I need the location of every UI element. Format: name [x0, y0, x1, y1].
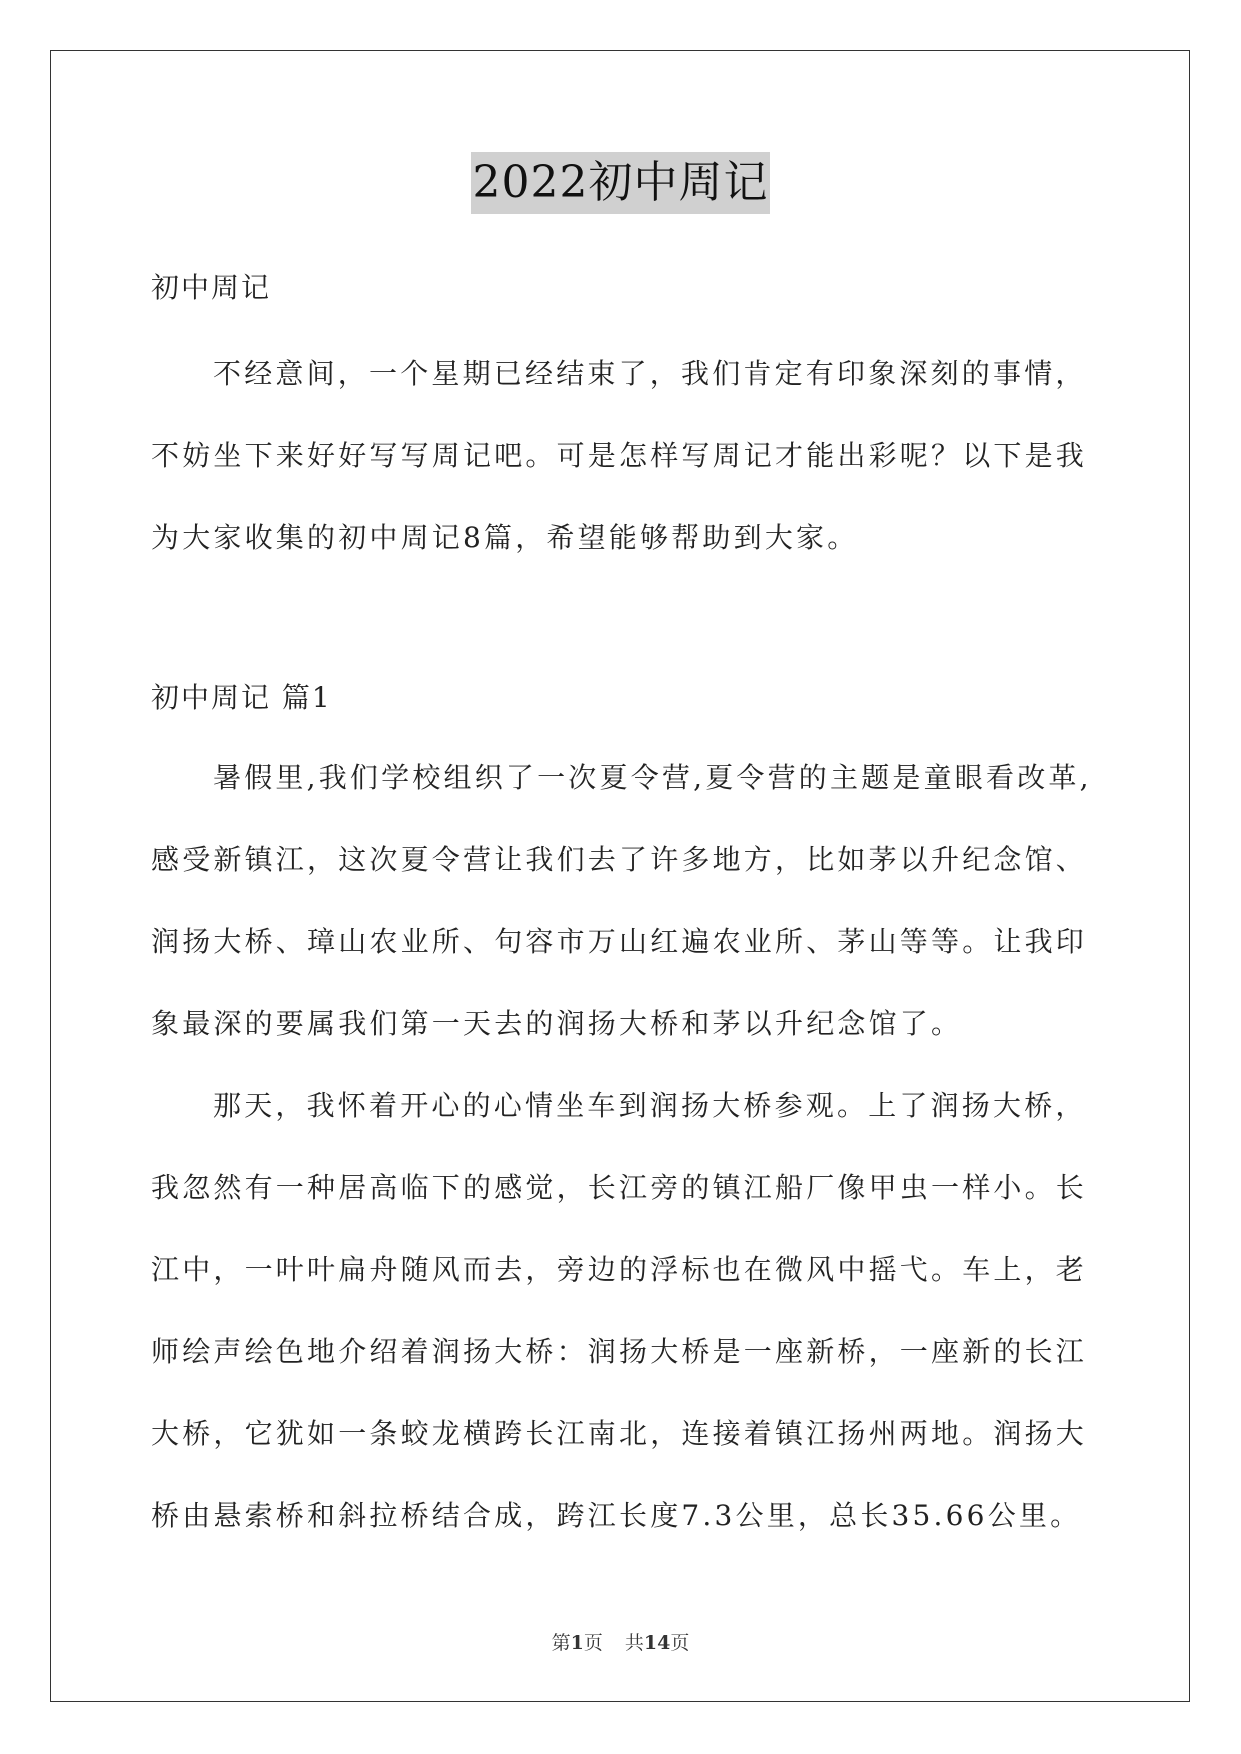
body-paragraph-1: 暑假里,我们学校组织了一次夏令营,夏令营的主题是童眼看改革,感受新镇江，这次夏令营让我们去了许多地方，比如茅以升纪念馆、润扬大桥、璋山农业所、句容市万山红遍农业所、茅山等等。让我印象最深的要属我们第一天去的润扬大桥和茅以升纪念馆了。 — [151, 761, 1092, 1040]
title-container — [0, 152, 1241, 214]
section-heading: 初中周记 篇1 — [151, 681, 332, 714]
page-number: 1 — [570, 1632, 584, 1654]
intro-paragraph: 不经意间，一个星期已经结束了，我们肯定有印象深刻的事情，不妨坐下来好好写写周记吧。可是怎样写周记才能出彩呢？以下是我为大家收集的初中周记8篇，希望能够帮助到大家。 — [151, 357, 1088, 554]
body-paragraph-2: 那天，我怀着开心的心情坐车到润扬大桥参观。上了润扬大桥，我忽然有一种居高临下的感觉，长江旁的镇江船厂像甲虫一样小。长江中，一叶叶扁舟随风而去，旁边的浮标也在微风中摇弋。车上，老师绘声绘色地介绍着润扬大桥：润扬大桥是一座新桥，一座新的长江大桥，它犹如一条蛟龙横跨长江南北，连接着镇江扬州两地。润扬大桥由悬索桥和斜拉桥结合成，跨江长度7.3公里，总长35.66公里。 — [151, 1089, 1088, 1532]
total-pages: 14 — [643, 1632, 671, 1654]
document-subtitle: 初中周记 — [151, 271, 272, 304]
page-footer — [0, 1628, 1241, 1655]
document-title: 2022初中周记 — [471, 152, 771, 214]
page-prefix: 第 — [551, 1632, 571, 1654]
total-prefix: 共 — [624, 1632, 644, 1654]
page-suffix: 页 — [583, 1632, 603, 1654]
total-suffix: 页 — [670, 1632, 690, 1654]
